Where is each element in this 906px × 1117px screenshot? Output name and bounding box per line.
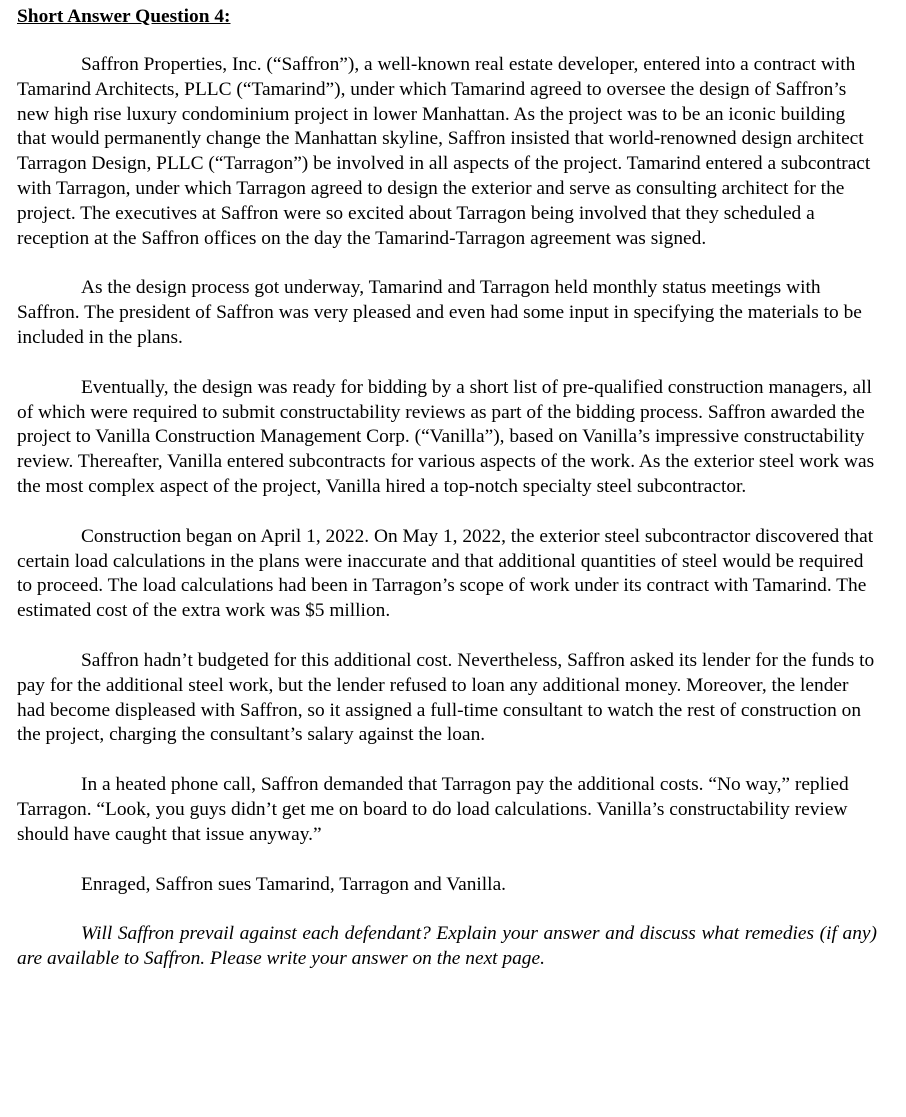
paragraph-lender: Saffron hadn’t budgeted for this additional cost. Nevertheless, Saffron asked its lender for the funds to pay for the additional steel work, but the lender refused to loan any additional money. Moreover, the lender had become displeased with Saffron, so it assigned a full-time consultant to watch the rest of construction on the project, charging the consultant’s salary against the loan.: [17, 649, 875, 746]
paragraph-contract: Saffron Properties, Inc. (“Saffron”), a well-known real estate developer, entered into a contract with Tamarind Architects, PLLC (“Tamarind”), under which Tamarind agreed to oversee the design of Saffron’s new high rise luxury condominium project in lower Manhattan. As the project was to be an iconic building that would permanently change the Manhattan skyline, Saffron insisted that world-renowned design architect Tarragon Design, PLLC (“Tarragon”) be involved in all aspects of the project. Tamarind entered a subcontract with Tarragon, under which Tarragon agreed to design the exterior and serve as consulting architect for the project. The executives at Saffron were so excited about Tarragon being involved that they scheduled a reception at the Saffron offices on the day the Tamarind-Tarragon agreement was signed.: [17, 54, 871, 249]
question-title: Short Answer Question 4:: [17, 6, 231, 27]
question-prompt: Will Saffron prevail against each defendant? Explain your answer and discuss what remedies (if any) are available to Saffron. Please write your answer on the next page.: [17, 923, 877, 970]
document-page: [17, 5, 877, 972]
paragraph-construction: Construction began on April 1, 2022. On May 1, 2022, the exterior steel subcontractor discovered that certain load calculations in the plans were inaccurate and that additional quantities of steel would be required to proceed. The load calculations had been in Tarragon’s scope of work under its contract with Tamarind. The estimated cost of the extra work was $5 million.: [17, 525, 874, 622]
paragraph-phone-call: In a heated phone call, Saffron demanded that Tarragon pay the additional costs. “No way,” replied Tarragon. “Look, you guys didn’t get me on board to do load calculations. Vanilla’s constructability review should have caught that issue anyway.”: [17, 774, 849, 845]
paragraph-design-process: As the design process got underway, Tamarind and Tarragon held monthly status meetings with Saffron. The president of Saffron was very pleased and even had some input in specifying the materials to be included in the plans.: [17, 277, 862, 348]
paragraph-lawsuit: Enraged, Saffron sues Tamarind, Tarragon and Vanilla.: [81, 873, 507, 895]
paragraph-bidding: Eventually, the design was ready for bidding by a short list of pre-qualified construction managers, all of which were required to submit constructability reviews as part of the bidding process. Saffron awarded the project to Vanilla Construction Management Corp. (“Vanilla”), based on Vanilla’s impressive constructability review. Thereafter, Vanilla entered subcontracts for various aspects of the work. As the exterior steel work was the most complex aspect of the project, Vanilla hired a top-notch specialty steel subcontractor.: [17, 376, 875, 497]
